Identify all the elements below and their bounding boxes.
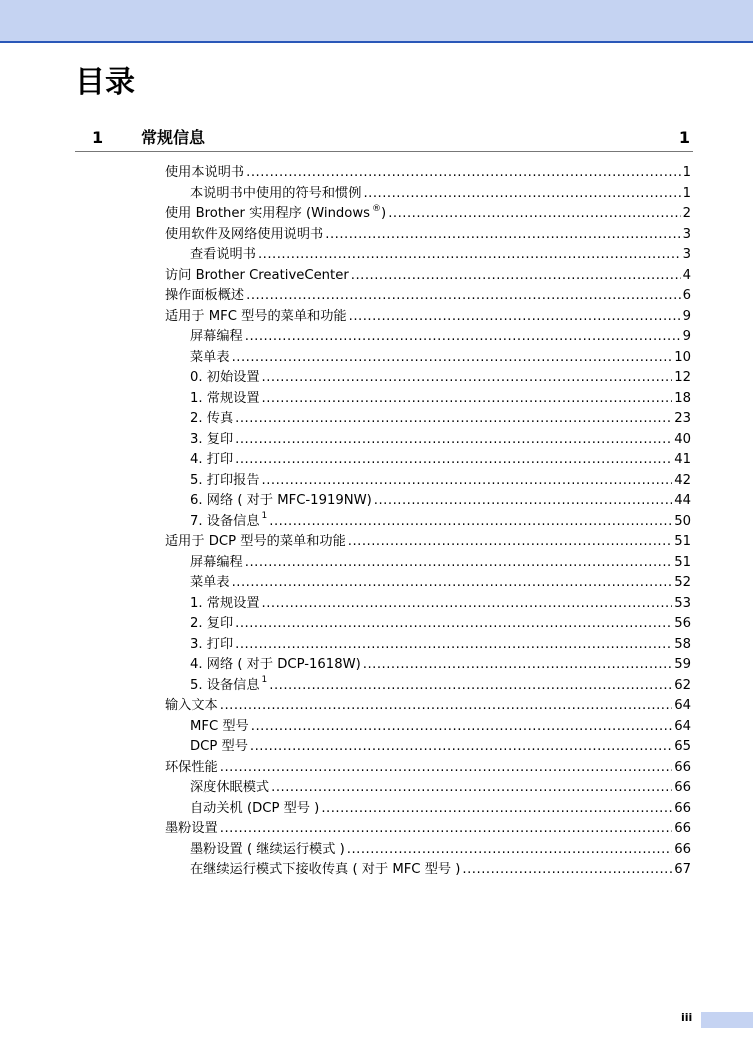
dot-leader <box>250 737 672 758</box>
toc-entry[interactable] <box>165 614 691 635</box>
toc-entry-page: 1 <box>682 165 691 180</box>
toc-entry[interactable] <box>165 655 691 676</box>
toc-entry-label <box>190 594 260 615</box>
dot-leader <box>246 286 680 307</box>
toc-entry-text: 3. 打印 <box>190 636 234 652</box>
toc-entry-page: 64 <box>674 718 691 734</box>
toc-entry[interactable] <box>165 840 691 861</box>
dot-leader <box>235 409 672 430</box>
toc-entry-label <box>190 327 243 348</box>
toc-entry[interactable] <box>165 266 691 287</box>
toc-entry-text: 1. 常规设置 <box>190 595 260 611</box>
toc-entry[interactable] <box>165 860 691 881</box>
toc-entry-label <box>165 286 244 307</box>
toc-entry-page: 18 <box>674 390 691 406</box>
toc-entry-suffix: ) <box>381 206 387 221</box>
dot-leader <box>269 676 672 697</box>
toc-entry-page: 2 <box>682 206 691 221</box>
toc-entry-label <box>190 389 260 410</box>
toc-entry-page: 66 <box>674 780 691 795</box>
toc-entry-page: 44 <box>674 493 691 508</box>
toc-entry[interactable] <box>165 696 691 717</box>
toc-entry-text: 适用于 DCP 型号的菜单和功能 <box>165 534 346 549</box>
toc-entry-label <box>190 450 233 471</box>
toc-entry-page: 9 <box>682 329 691 344</box>
toc-entry-text: 4. 打印 <box>190 452 234 467</box>
toc-entry-page: 1 <box>682 185 691 201</box>
toc-entry[interactable] <box>165 225 691 246</box>
toc-entry-text: 在继续运行模式下接收传真 ( 对于 MFC 型号 ) <box>190 862 461 877</box>
header-band <box>0 0 753 43</box>
chapter-title: 常规信息 <box>141 128 206 147</box>
toc-entry[interactable] <box>165 758 691 779</box>
toc-entry-label <box>190 778 269 799</box>
dot-leader <box>325 225 680 246</box>
toc-entry-page: 12 <box>674 370 691 385</box>
toc-entry-page: 66 <box>674 841 691 857</box>
toc-entry[interactable] <box>165 553 691 574</box>
toc-entry-label <box>190 184 361 205</box>
toc-entry-label <box>190 860 460 881</box>
toc-entry-page: 52 <box>674 575 691 590</box>
dot-leader <box>235 635 672 656</box>
toc-entry-page: 59 <box>674 657 691 672</box>
toc-entry[interactable] <box>165 286 691 307</box>
dot-leader <box>235 614 672 635</box>
toc-entry-page: 41 <box>674 452 691 467</box>
toc-entry-label <box>165 204 386 225</box>
toc-entry-label <box>190 512 267 533</box>
dot-leader <box>235 450 672 471</box>
toc-entry-page: 66 <box>674 800 691 816</box>
toc-entry[interactable] <box>165 389 691 410</box>
toc-entry-label <box>165 758 218 779</box>
dot-leader <box>232 348 673 369</box>
toc-entry-text: 菜单表 <box>190 349 230 365</box>
toc-entry[interactable] <box>165 245 691 266</box>
toc-entry-text: DCP 型号 <box>190 739 248 754</box>
toc-entry-text: 环保性能 <box>165 759 218 775</box>
toc-entry-text: 自动关机 (DCP 型号 ) <box>190 800 320 816</box>
toc-entry[interactable] <box>165 819 691 840</box>
dot-leader <box>262 594 673 615</box>
toc-entry-text: 本说明书中使用的符号和惯例 <box>190 185 362 201</box>
dot-leader <box>269 512 672 533</box>
toc-entry-text: 使用本说明书 <box>165 165 245 180</box>
toc-entry-page: 4 <box>682 267 691 283</box>
toc-entry-text: 5. 设备信息 <box>190 677 260 693</box>
toc-entry-text: 2. 复印 <box>190 616 234 631</box>
toc-entry-page: 3 <box>682 226 691 242</box>
toc-entry-page: 53 <box>674 595 691 611</box>
toc-entry[interactable] <box>165 450 691 471</box>
toc-entry-superscript: ® <box>372 203 382 214</box>
toc-entry[interactable] <box>165 594 691 615</box>
toc-entry-text: 适用于 MFC 型号的菜单和功能 <box>165 308 347 324</box>
toc-entry-text: 墨粉设置 <box>165 821 218 836</box>
toc-entry-page: 66 <box>674 821 691 836</box>
dot-leader <box>262 368 673 389</box>
toc-entry[interactable] <box>165 471 691 492</box>
toc-entry-text: 菜单表 <box>190 575 230 590</box>
toc-entry-text: 4. 网络 ( 对于 DCP-1618W) <box>190 657 361 672</box>
toc-entry-text: 1. 常规设置 <box>190 390 260 406</box>
toc-entry-label <box>190 655 361 676</box>
toc-entry-text: 深度休眠模式 <box>190 780 270 795</box>
toc-entry-page: 51 <box>674 534 691 549</box>
toc-entry[interactable] <box>165 204 691 225</box>
dot-leader <box>462 860 672 881</box>
toc-entry-label <box>190 491 372 512</box>
toc-entry-text: 0. 初始设置 <box>190 370 260 385</box>
toc-entry-text: 使用软件及网络使用说明书 <box>165 226 324 242</box>
chapter-number: 1 <box>92 128 104 147</box>
toc-entry-text: 2. 传真 <box>190 411 234 426</box>
toc-entry-text: 使用 Brother 实用程序 (Windows <box>165 206 371 221</box>
toc-entry[interactable] <box>165 512 691 533</box>
dot-leader <box>232 573 673 594</box>
toc-entry-label <box>165 696 218 717</box>
toc-entry-text: 屏幕编程 <box>190 554 243 570</box>
toc-entry-label <box>190 471 260 492</box>
dot-leader <box>348 532 672 553</box>
dot-leader <box>351 266 681 287</box>
dot-leader <box>220 819 672 840</box>
dot-leader <box>262 471 673 492</box>
toc-entry-label <box>190 614 233 635</box>
toc-entry[interactable] <box>165 491 691 512</box>
toc-entry-page: 40 <box>674 431 691 447</box>
dot-leader <box>246 163 680 184</box>
toc-entry-label <box>190 368 260 389</box>
dot-leader <box>271 778 672 799</box>
toc-entry[interactable] <box>165 676 691 697</box>
dot-leader <box>363 184 680 205</box>
toc-entry-label <box>165 225 323 246</box>
dot-leader <box>235 430 672 451</box>
dot-leader <box>245 553 672 574</box>
dot-leader <box>349 307 681 328</box>
toc-entry-page: 51 <box>674 554 691 570</box>
toc-entry-label <box>190 430 233 451</box>
toc-entry-page: 58 <box>674 636 691 652</box>
toc-entry[interactable] <box>165 778 691 799</box>
toc-list <box>165 163 691 881</box>
toc-entry-text: MFC 型号 <box>190 718 249 734</box>
page-number-tab <box>701 1012 753 1028</box>
toc-entry-label <box>190 840 345 861</box>
toc-entry[interactable] <box>165 184 691 205</box>
toc-entry-label <box>190 676 267 697</box>
dot-leader <box>388 204 680 225</box>
toc-entry-page: 23 <box>674 411 691 426</box>
toc-entry-page: 42 <box>674 472 691 488</box>
dot-leader <box>262 389 673 410</box>
toc-entry-page: 62 <box>674 677 691 693</box>
dot-leader <box>251 717 672 738</box>
dot-leader <box>321 799 672 820</box>
toc-entry-label <box>190 635 233 656</box>
toc-entry-text: 操作面板概述 <box>165 288 245 303</box>
toc-entry-superscript: 1 <box>261 675 268 686</box>
toc-entry-label <box>165 307 347 328</box>
toc-entry-page: 67 <box>674 862 691 877</box>
toc-entry-page: 3 <box>682 247 691 262</box>
toc-entry[interactable] <box>165 635 691 656</box>
toc-entry-page: 56 <box>674 616 691 631</box>
toc-entry-text: 6. 网络 ( 对于 MFC-1919NW) <box>190 493 372 508</box>
toc-entry-text: 7. 设备信息 <box>190 513 260 529</box>
toc-entry-text: 访问 Brother CreativeCenter <box>165 267 349 283</box>
toc-entry-label <box>190 409 233 430</box>
toc-entry-superscript: 1 <box>261 511 268 522</box>
toc-entry[interactable] <box>165 430 691 451</box>
toc-entry-text: 3. 复印 <box>190 431 234 447</box>
page-number: iii <box>681 1011 693 1024</box>
toc-entry-text: 输入文本 <box>165 698 218 713</box>
toc-entry-label <box>190 348 230 369</box>
toc-entry[interactable] <box>165 799 691 820</box>
toc-entry[interactable] <box>165 327 691 348</box>
page-title: 目录 <box>75 65 135 100</box>
toc-entry[interactable] <box>165 717 691 738</box>
toc-entry[interactable] <box>165 573 691 594</box>
toc-entry[interactable] <box>165 307 691 328</box>
toc-entry-text: 查看说明书 <box>190 247 256 262</box>
toc-entry-page: 9 <box>682 308 691 324</box>
dot-leader <box>220 696 672 717</box>
toc-entry-page: 10 <box>674 349 691 365</box>
toc-entry-page: 6 <box>682 288 691 303</box>
toc-entry-label <box>190 737 248 758</box>
dot-leader <box>245 327 681 348</box>
toc-entry-page: 50 <box>674 513 691 529</box>
toc-entry[interactable] <box>165 409 691 430</box>
dot-leader <box>220 758 672 779</box>
dot-leader <box>258 245 681 266</box>
toc-entry-text: 屏幕编程 <box>190 329 243 344</box>
toc-entry-label <box>165 819 218 840</box>
toc-entry-label <box>165 266 349 287</box>
toc-entry[interactable] <box>165 163 691 184</box>
toc-entry-label <box>190 573 230 594</box>
chapter-page: 1 <box>678 128 690 147</box>
toc-entry-text: 5. 打印报告 <box>190 472 260 488</box>
toc-entry-label <box>190 553 243 574</box>
toc-entry-label <box>190 245 256 266</box>
toc-entry-label <box>165 532 346 553</box>
toc-entry[interactable] <box>165 368 691 389</box>
toc-entry-label <box>165 163 244 184</box>
toc-entry-page: 66 <box>674 759 691 775</box>
dot-leader <box>363 655 672 676</box>
toc-entry[interactable] <box>165 532 691 553</box>
toc-entry[interactable] <box>165 737 691 758</box>
dot-leader <box>374 491 672 512</box>
toc-entry-page: 64 <box>674 698 691 713</box>
toc-entry-label <box>190 799 319 820</box>
toc-entry-page: 65 <box>674 739 691 754</box>
toc-entry-label <box>190 717 249 738</box>
toc-entry[interactable] <box>165 348 691 369</box>
chapter-heading[interactable] <box>75 127 693 152</box>
dot-leader <box>347 840 672 861</box>
toc-entry-text: 墨粉设置 ( 继续运行模式 ) <box>190 841 345 857</box>
